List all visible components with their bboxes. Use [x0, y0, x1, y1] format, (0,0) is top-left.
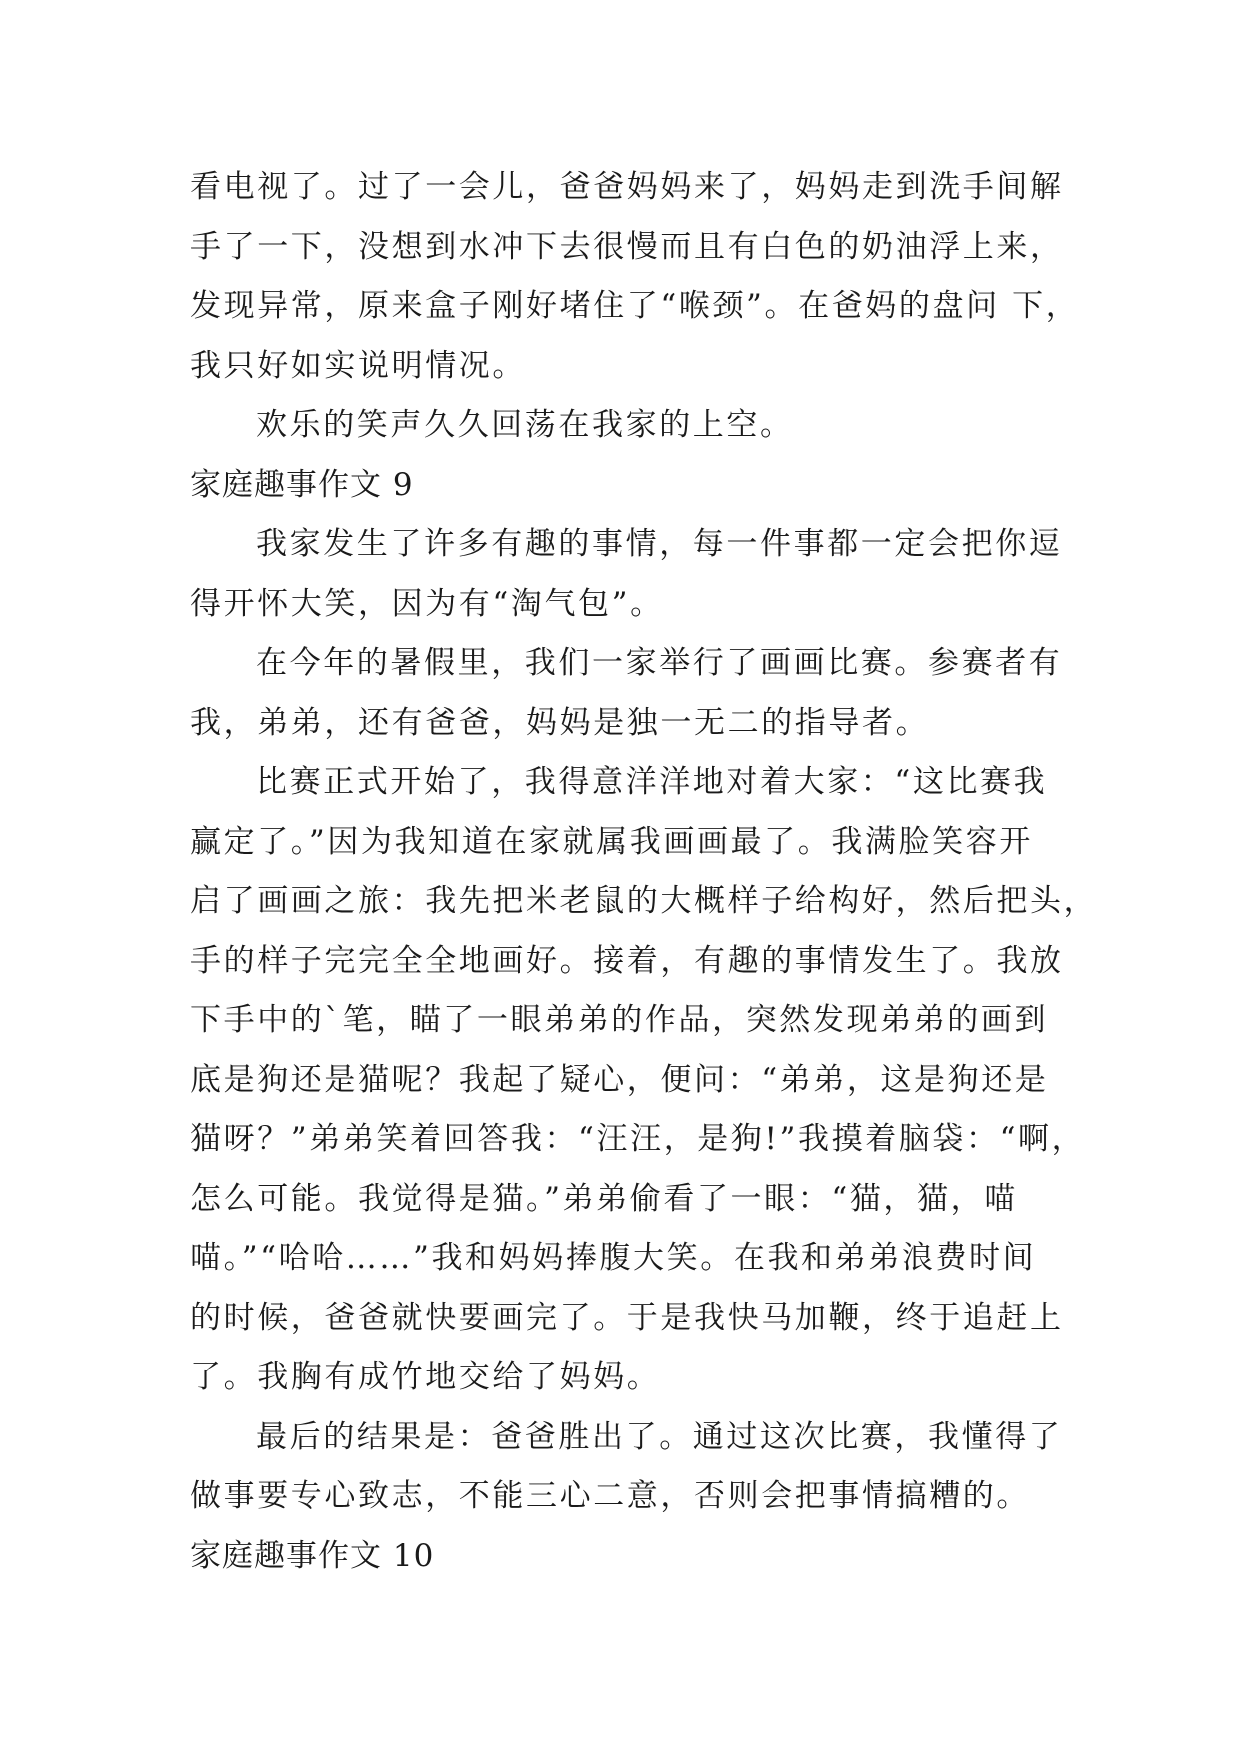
text-line: 我只好如实说明情况。 — [190, 347, 526, 384]
paragraph-first-line: 比赛正式开始了，我得意洋洋地对着大家：“这比赛我 — [256, 764, 1048, 800]
text-line: 我，弟弟，还有爸爸，妈妈是独一无二的指导者。 — [190, 704, 930, 741]
paragraph-first-line: 最后的结果是：爸爸胜出了。通过这次比赛，我懂得了 — [256, 1418, 1063, 1455]
text-line: 怎么可能。我觉得是猫。”弟弟偷看了一眼：“猫，猫，喵 — [190, 1180, 1018, 1217]
paragraph-first-line: 在今年的暑假里，我们一家举行了画画比赛。参赛者有 — [256, 645, 1063, 681]
text-line: 手了一下，没想到水冲下去很慢而且有白色的奶油浮上来， — [190, 228, 1064, 265]
text-line: 赢定了。”因为我知道在家就属我画画最了。我满脸笑容开 — [190, 823, 1033, 860]
text-line: 得开怀大笑，因为有“淘气包”。 — [190, 585, 664, 622]
paragraph-first-line: 我家发生了许多有趣的事情，每一件事都一定会把你逗 — [256, 526, 1063, 562]
document-body — [190, 158, 1098, 1586]
text-line: 发现异常，原来盒子刚好堵住了“喉颈”。在爸妈的盘问 下， — [190, 288, 1080, 324]
text-line: 做事要专心致志，不能三心二意，否则会把事情搞糟的。 — [190, 1478, 1030, 1514]
text-line: 启了画画之旅：我先把米老鼠的大概样子给构好，然后把头， — [190, 883, 1098, 919]
text-line: 了。我胸有成竹地交给了妈妈。 — [190, 1359, 661, 1395]
section-heading: 家庭趣事作文 9 — [190, 466, 414, 503]
text-line: 下手中的`笔，瞄了一眼弟弟的作品，突然发现弟弟的画到 — [190, 1002, 1049, 1038]
text-line: 底是狗还是猫呢？我起了疑心，便问：“弟弟，这是狗还是 — [190, 1061, 1049, 1098]
paragraph-first-line: 欢乐的笑声久久回荡在我家的上空。 — [256, 407, 794, 443]
text-line: 猫呀？”弟弟笑着回答我：“汪汪，是狗!”我摸着脑袋：“啊， — [190, 1121, 1086, 1157]
section-heading: 家庭趣事作文 10 — [190, 1537, 435, 1574]
text-line: 手的样子完完全全地画好。接着，有趣的事情发生了。我放 — [190, 942, 1064, 979]
text-line: 看电视了。过了一会儿，爸爸妈妈来了，妈妈走到洗手间解 — [190, 169, 1064, 205]
text-line: 的时候，爸爸就快要画完了。于是我快马加鞭，终于追赶上 — [190, 1299, 1064, 1336]
text-line: 喵。”“哈哈……”我和妈妈捧腹大笑。在我和弟弟浪费时间 — [190, 1240, 1037, 1276]
